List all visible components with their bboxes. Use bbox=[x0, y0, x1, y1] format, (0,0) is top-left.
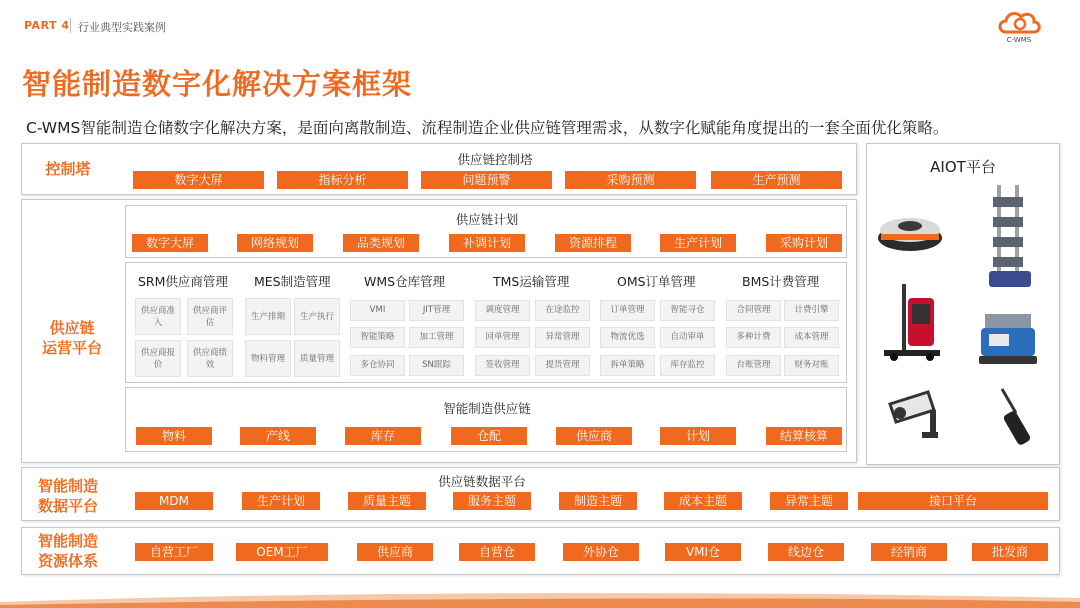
oms-item[interactable]: 自动审单 bbox=[660, 327, 715, 348]
chain-item[interactable]: 计划 bbox=[660, 427, 736, 445]
bms-item[interactable]: 成本管理 bbox=[784, 327, 839, 348]
resource-item[interactable]: 外协仓 bbox=[563, 543, 639, 561]
plan-item[interactable]: 采购计划 bbox=[766, 234, 842, 252]
resource-item[interactable]: 自营工厂 bbox=[135, 543, 213, 561]
control-tower-item[interactable]: 问题预警 bbox=[421, 171, 552, 189]
wms-item[interactable]: 加工管理 bbox=[409, 327, 464, 348]
oms-item[interactable]: 物流优选 bbox=[600, 327, 655, 348]
operations-label-line2: 运营平台 bbox=[41, 339, 102, 357]
tms-item[interactable]: 提货管理 bbox=[535, 355, 590, 376]
plan-title: 供应链计划 bbox=[455, 212, 519, 227]
bms-item[interactable]: 计费引擎 bbox=[784, 300, 839, 321]
oms-item[interactable]: 订单管理 bbox=[600, 300, 655, 321]
control-tower-item[interactable]: 采购预测 bbox=[565, 171, 696, 189]
intro-text: C-WMS智能制造仓储数字化解决方案，是面向离散制造、流程制造企业供应链管理需求，从数字化赋能角度提出的一套全面优化策略。 bbox=[26, 119, 949, 137]
bms-title: BMS计费管理 bbox=[742, 274, 820, 289]
chain-item[interactable]: 仓配 bbox=[451, 427, 527, 445]
forklift-robot-icon bbox=[880, 280, 946, 362]
control-tower-item[interactable]: 指标分析 bbox=[277, 171, 408, 189]
chain-title: 智能制造供应链 bbox=[443, 401, 531, 416]
resource-item[interactable]: 自营仓 bbox=[459, 543, 535, 561]
srm-item[interactable]: 供应商报价 bbox=[135, 340, 181, 377]
plan-item[interactable]: 资源排程 bbox=[555, 234, 631, 252]
tms-item[interactable]: 在途监控 bbox=[535, 300, 590, 321]
bms-item[interactable]: 合同管理 bbox=[726, 300, 781, 321]
data-platform-label bbox=[22, 476, 114, 516]
data-platform-item[interactable]: 接口平台 bbox=[858, 492, 1048, 510]
data-platform-item[interactable]: 制造主题 bbox=[559, 492, 637, 510]
mes-item[interactable]: 生产排期 bbox=[245, 298, 291, 335]
resource-item[interactable]: 线边仓 bbox=[768, 543, 844, 561]
oms-item[interactable]: 智能寻仓 bbox=[660, 300, 715, 321]
data-platform-item[interactable]: MDM bbox=[135, 492, 213, 510]
mes-item[interactable]: 生产执行 bbox=[294, 298, 340, 335]
bms-item[interactable]: 台账管理 bbox=[726, 355, 781, 376]
plan-item[interactable]: 品类规划 bbox=[343, 234, 419, 252]
systems-panel bbox=[125, 262, 847, 383]
control-tower-item[interactable]: 生产预测 bbox=[711, 171, 842, 189]
wms-item[interactable]: JIT管理 bbox=[409, 300, 464, 321]
aiot-title: AIOT平台 bbox=[930, 158, 996, 176]
tms-item[interactable]: 回单管理 bbox=[475, 327, 530, 348]
robot-vacuum-icon bbox=[875, 206, 945, 256]
control-tower-item[interactable]: 数字大屏 bbox=[133, 171, 264, 189]
bms-item[interactable]: 多种计费 bbox=[726, 327, 781, 348]
data-platform-label-line1: 智能制造 bbox=[37, 477, 98, 495]
resources-panel bbox=[21, 527, 1060, 575]
wms-item[interactable]: VMI bbox=[350, 300, 405, 321]
section-label: 行业典型实践案例 bbox=[78, 21, 166, 34]
wms-item[interactable]: 多仓协同 bbox=[350, 355, 405, 376]
control-tower-label: 控制塔 bbox=[45, 160, 91, 178]
data-platform-item[interactable]: 服务主题 bbox=[453, 492, 531, 510]
chain-item[interactable]: 库存 bbox=[345, 427, 421, 445]
resource-item[interactable]: 经销商 bbox=[871, 543, 947, 561]
srm-item[interactable]: 供应商评估 bbox=[187, 298, 233, 335]
plan-item[interactable]: 网络规划 bbox=[237, 234, 313, 252]
control-tower-title: 供应链控制塔 bbox=[457, 152, 533, 167]
chain-item[interactable]: 供应商 bbox=[556, 427, 632, 445]
resource-item[interactable]: 供应商 bbox=[357, 543, 433, 561]
srm-item[interactable]: 供应商绩效 bbox=[187, 340, 233, 377]
chain-item[interactable]: 结算核算 bbox=[766, 427, 842, 445]
data-platform-item[interactable]: 生产计划 bbox=[242, 492, 320, 510]
mes-item[interactable]: 物料管理 bbox=[245, 340, 291, 377]
resources-label bbox=[22, 531, 114, 571]
resource-item[interactable]: OEM工厂 bbox=[236, 543, 328, 561]
header-divider bbox=[70, 18, 71, 33]
data-platform-item[interactable]: 异常主题 bbox=[770, 492, 848, 510]
bms-item[interactable]: 财务对账 bbox=[784, 355, 839, 376]
control-tower-panel bbox=[21, 143, 857, 195]
data-platform-label-line2: 数据平台 bbox=[37, 497, 98, 515]
data-platform-item[interactable]: 成本主题 bbox=[664, 492, 742, 510]
shelf-robot-icon bbox=[985, 183, 1035, 291]
operations-label-line1: 供应链 bbox=[49, 319, 95, 337]
tms-item[interactable]: 调度管理 bbox=[475, 300, 530, 321]
operations-label bbox=[22, 318, 122, 358]
wms-item[interactable]: 智能策略 bbox=[350, 327, 405, 348]
camera-icon bbox=[884, 386, 946, 448]
page-title: 智能制造数字化解决方案框架 bbox=[22, 67, 413, 101]
resources-label-line1: 智能制造 bbox=[37, 532, 98, 550]
resources-label-line2: 资源体系 bbox=[37, 552, 98, 570]
mes-title: MES制造管理 bbox=[254, 274, 331, 289]
data-platform-title: 供应链数据平台 bbox=[438, 474, 526, 489]
tms-title: TMS运输管理 bbox=[493, 274, 570, 289]
tms-item[interactable]: 异常管理 bbox=[535, 327, 590, 348]
tms-item[interactable]: 签收管理 bbox=[475, 355, 530, 376]
srm-title: SRM供应商管理 bbox=[138, 274, 228, 289]
mes-item[interactable]: 质量管理 bbox=[294, 340, 340, 377]
logo-text: C-WMS bbox=[1006, 36, 1032, 44]
bottom-wave-decoration bbox=[0, 588, 1080, 608]
oms-item[interactable]: 库存监控 bbox=[660, 355, 715, 376]
data-platform-panel bbox=[21, 467, 1060, 521]
wms-item[interactable]: SN跟踪 bbox=[409, 355, 464, 376]
oms-item[interactable]: 拆单策略 bbox=[600, 355, 655, 376]
sensor-tag-icon bbox=[996, 385, 1044, 449]
chain-item[interactable]: 产线 bbox=[240, 427, 316, 445]
chain-item[interactable]: 物料 bbox=[136, 427, 212, 445]
resource-item[interactable]: VMI仓 bbox=[665, 543, 741, 561]
amr-robot-icon bbox=[975, 308, 1041, 370]
srm-item[interactable]: 供应商准入 bbox=[135, 298, 181, 335]
plan-item[interactable]: 数字大屏 bbox=[132, 234, 208, 252]
chain-panel bbox=[125, 387, 847, 452]
plan-item[interactable]: 生产计划 bbox=[660, 234, 736, 252]
oms-title: OMS订单管理 bbox=[617, 274, 696, 289]
data-platform-item[interactable]: 质量主题 bbox=[348, 492, 426, 510]
part-label: PART 4 bbox=[24, 19, 70, 32]
plan-item[interactable]: 补调计划 bbox=[449, 234, 525, 252]
wms-title: WMS仓库管理 bbox=[364, 274, 446, 289]
resource-item[interactable]: 批发商 bbox=[972, 543, 1048, 561]
plan-panel bbox=[125, 205, 847, 258]
